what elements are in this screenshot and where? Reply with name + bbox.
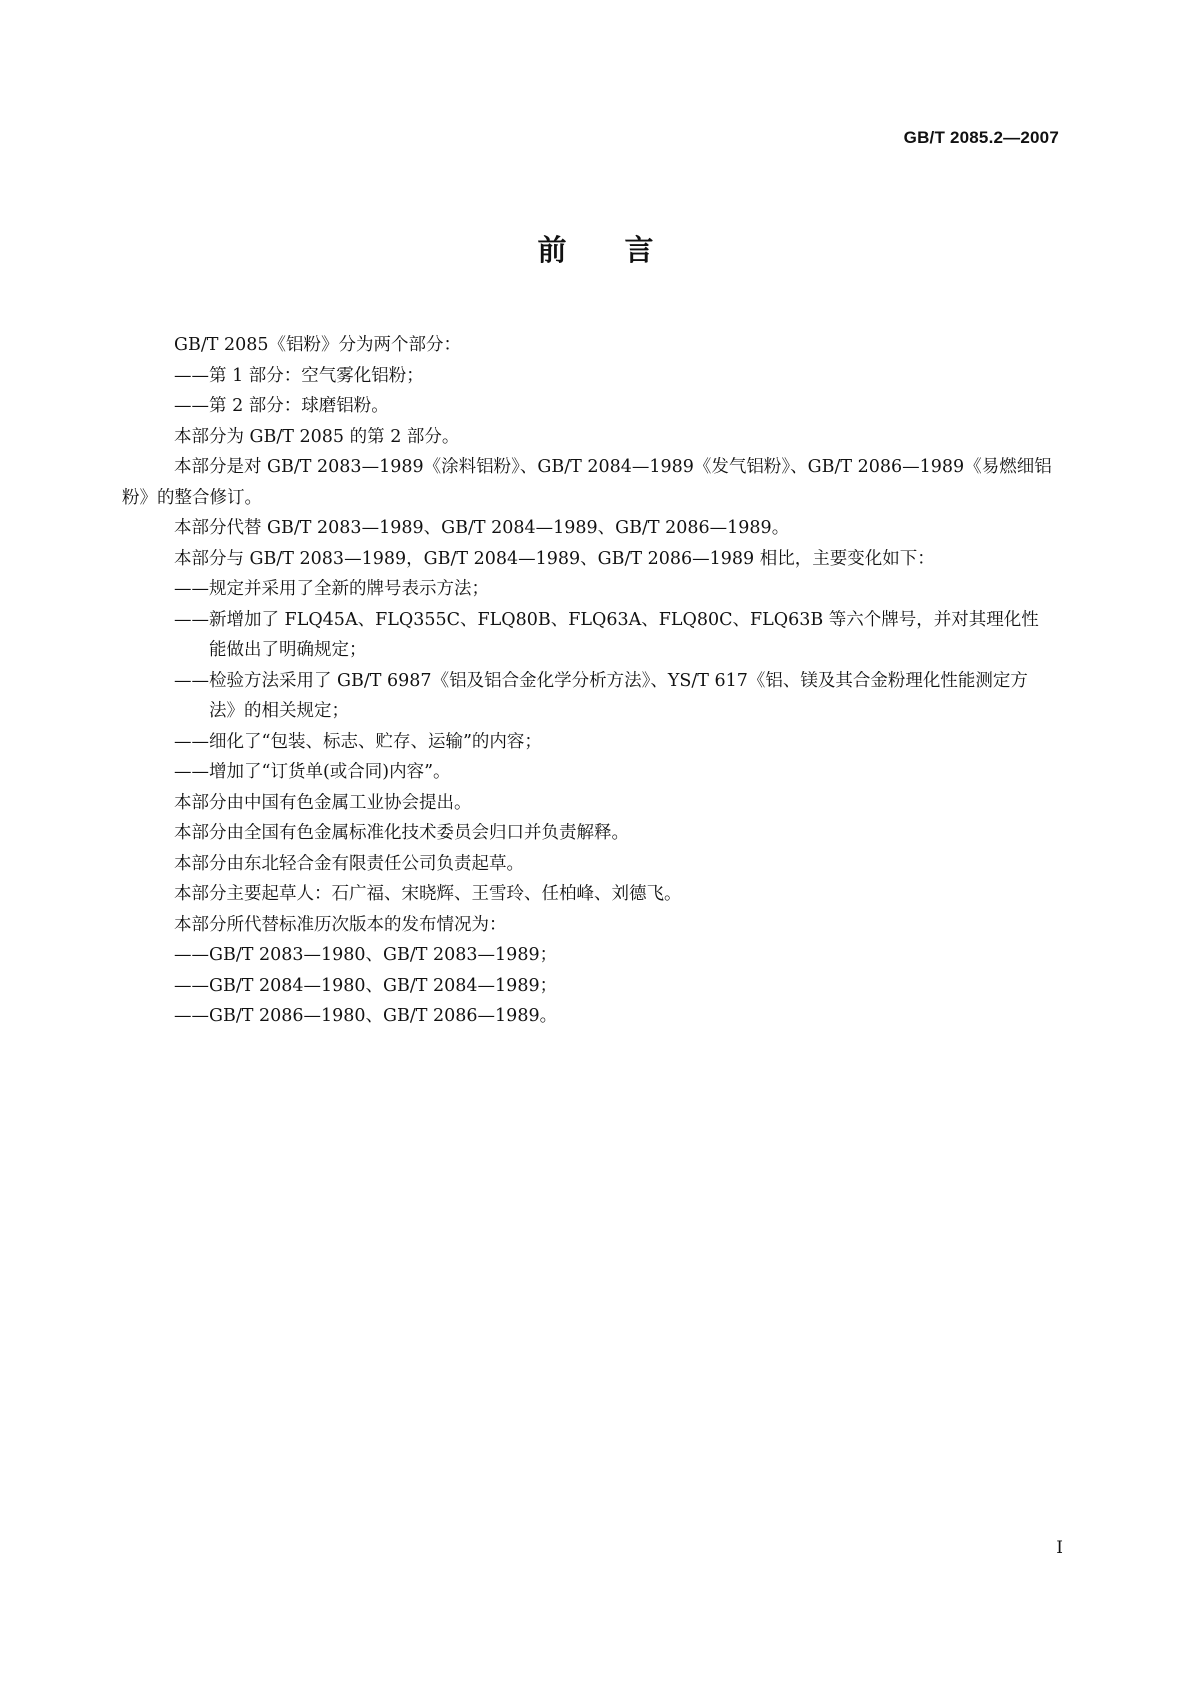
list-item-history-2086: ——GB/T 2086—1980、GB/T 2086—1989。: [174, 1006, 558, 1026]
list-item-history-2083: ——GB/T 2083—1980、GB/T 2083—1989；: [174, 945, 558, 965]
page-number: I: [1056, 1538, 1063, 1558]
paragraph-centralized-by: 本部分由全国有色金属标准化技术委员会归口并负责解释。: [174, 823, 629, 843]
list-item-history-2084: ——GB/T 2084—1980、GB/T 2084—1989；: [174, 975, 558, 996]
paragraph-this-part: 本部分为 GB/T 2085 的第 2 部分。: [174, 426, 460, 447]
paragraph-history-intro: 本部分所代替标准历次版本的发布情况为：: [174, 914, 507, 935]
list-item-part-1: ——第 1 部分：空气雾化铝粉；: [174, 365, 424, 386]
paragraph-parts: GB/T 2085《铝粉》分为两个部分：: [174, 335, 462, 355]
paragraph-replaces: 本部分代替 GB/T 2083—1989、GB/T 2084—1989、GB/T 2086—1989。: [174, 518, 790, 538]
foreword-body: [122, 330, 1054, 1032]
list-item-change-designation: ——规定并采用了全新的牌号表示方法；: [174, 579, 489, 599]
paragraph-consolidation: 本部分是对 GB/T 2083—1989《涂料铝粉》、GB/T 2084—1989《发气铝粉》、GB/T 2086—1989《易燃细铝粉》的整合修订。: [122, 457, 1052, 508]
paragraph-drafters: 本部分主要起草人：石广福、宋晓辉、王雪玲、任柏峰、刘德飞。: [174, 884, 682, 904]
list-item-change-test-methods: ——检验方法采用了 GB/T 6987《铝及铝合金化学分析方法》、YS/T 617《铝、镁及其合金粉理化性能测定方法》的相关规定；: [174, 670, 1028, 721]
paragraph-proposed-by: 本部分由中国有色金属工业协会提出。: [174, 792, 472, 813]
paragraph-drafted-by: 本部分由东北轻合金有限责任公司负责起草。: [174, 853, 524, 874]
list-item-change-order: ——增加了“订货单(或合同)内容”。: [174, 762, 451, 782]
list-item-change-packaging: ——细化了“包装、标志、贮存、运输”的内容；: [174, 731, 542, 752]
list-item-part-2: ——第 2 部分：球磨铝粉。: [174, 396, 389, 416]
paragraph-changes-intro: 本部分与 GB/T 2083—1989，GB/T 2084—1989、GB/T 2086—1989 相比，主要变化如下：: [174, 548, 935, 569]
list-item-change-grades: ——新增加了 FLQ45A、FLQ355C、FLQ80B、FLQ63A、FLQ80C、FLQ63B 等六个牌号，并对其理化性能做出了明确规定；: [174, 609, 1039, 660]
standard-code: GB/T 2085.2—2007: [903, 128, 1059, 147]
page-title: 前言: [537, 233, 712, 267]
